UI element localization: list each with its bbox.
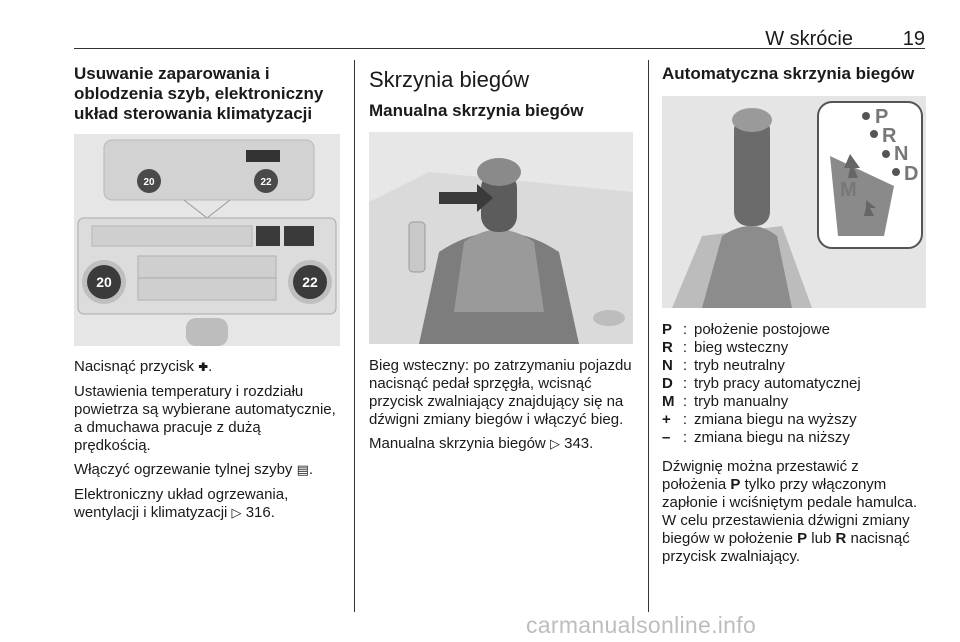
column-automatic-text [662,458,926,572]
column-gearbox-text [369,357,633,460]
figure-label-p: P [875,106,889,128]
legend-desc: tryb neutralny [694,357,785,374]
climate-control-figure [74,134,340,346]
rear-window-heating-icon: ▤ [296,463,309,478]
column-divider-1 [354,60,355,612]
small-left-temp: 20 [143,177,155,188]
climate-reference: Elektroniczny układ ogrzewania, wentylacji i klimatyzacji ▷ 316. [74,486,289,521]
header-rule [74,48,925,49]
auto-settings-text: Ustawienia temperatury i rozdziału powietrza są wybierane automatycznie, a dmuchawa pracuje z dużą prędkością. [74,383,336,454]
legend-row: M : tryb manualny [662,393,932,411]
legend-key: P [662,321,673,338]
column-divider-2 [648,60,649,612]
legend-desc: zmiana biegu na niższy [694,429,850,446]
section-heading-automatic: Automatyczna skrzynia biegów [662,64,915,83]
header-title: W skrócie [765,28,853,50]
windscreen-defrost-icon: 🞧 [198,360,209,375]
legend-desc: zmiana biegu na wyższy [694,411,857,428]
selector-lever-text: Dźwignię można przestawić z położenia P tylko przy włączonym zapłonie i wciśniętym pedale hamulca. W celu przestawienia dźwigni zmiany biegów w położenie P lub R nacisnąć przycisk zwalniający. [662,458,918,565]
page-header [74,0,925,48]
small-right-temp: 22 [260,177,272,188]
defrost-instruction: Nacisnąć przycisk 🞧. [74,358,213,375]
gear-legend [662,321,932,447]
column-automatic [662,64,926,84]
automatic-gearbox-figure [662,96,926,308]
page-reference-arrow-icon: ▷ [231,506,242,521]
legend-desc: bieg wsteczny [694,339,789,356]
reverse-gear-text: Bieg wsteczny: po zatrzymaniu pojazdu nacisnąć pedał sprzęgła, wcisnąć przycisk zwalniający znajdujący się na dźwigni zmiany biegów i włączyć bieg. [369,357,632,428]
legend-row: D : tryb pracy automatycznej [662,375,932,393]
manual-gearbox-reference: Manualna skrzynia biegów ▷ 343. [369,435,594,452]
column-gearbox [369,66,633,121]
section-heading-gearbox: Skrzynia biegów [369,67,530,92]
left-temp-display: 20 [96,274,112,290]
legend-desc: położenie postojowe [694,321,830,338]
manual-gearbox-figure [369,132,633,344]
watermark: carmanualsonline.info [526,612,757,638]
figure-label-n: N [894,143,909,165]
legend-key: D [662,375,673,392]
legend-key: – [662,429,671,446]
legend-row: – : zmiana biegu na niższy [662,429,932,447]
legend-row: N : tryb neutralny [662,357,932,375]
column-climate [74,64,340,124]
section-heading-defrost: Usuwanie zaparowania i oblodzenia szyb, elektroniczny układ sterowania klimatyzacji [74,64,324,123]
rear-heat-instruction: Włączyć ogrzewanie tylnej szyby ▤. [74,461,314,478]
figure-label-r: R [882,125,897,147]
legend-key: N [662,357,673,374]
right-temp-display: 22 [302,274,318,290]
page-number: 19 [902,28,925,50]
legend-desc: tryb manualny [694,393,789,410]
subheading-manual: Manualna skrzynia biegów [369,101,584,120]
legend-desc: tryb pracy automatycznej [694,375,861,392]
legend-key: M [662,393,675,410]
legend-key: + [662,411,671,428]
figure-label-m: M [840,179,857,201]
column-climate-text [74,358,340,529]
page-reference-arrow-icon: ▷ [549,437,560,452]
legend-row: P : położenie postojowe [662,321,932,339]
legend-key: R [662,339,673,356]
figure-label-d: D [904,163,919,185]
legend-row: + : zmiana biegu na wyższy [662,411,932,429]
legend-row: R : bieg wsteczny [662,339,932,357]
